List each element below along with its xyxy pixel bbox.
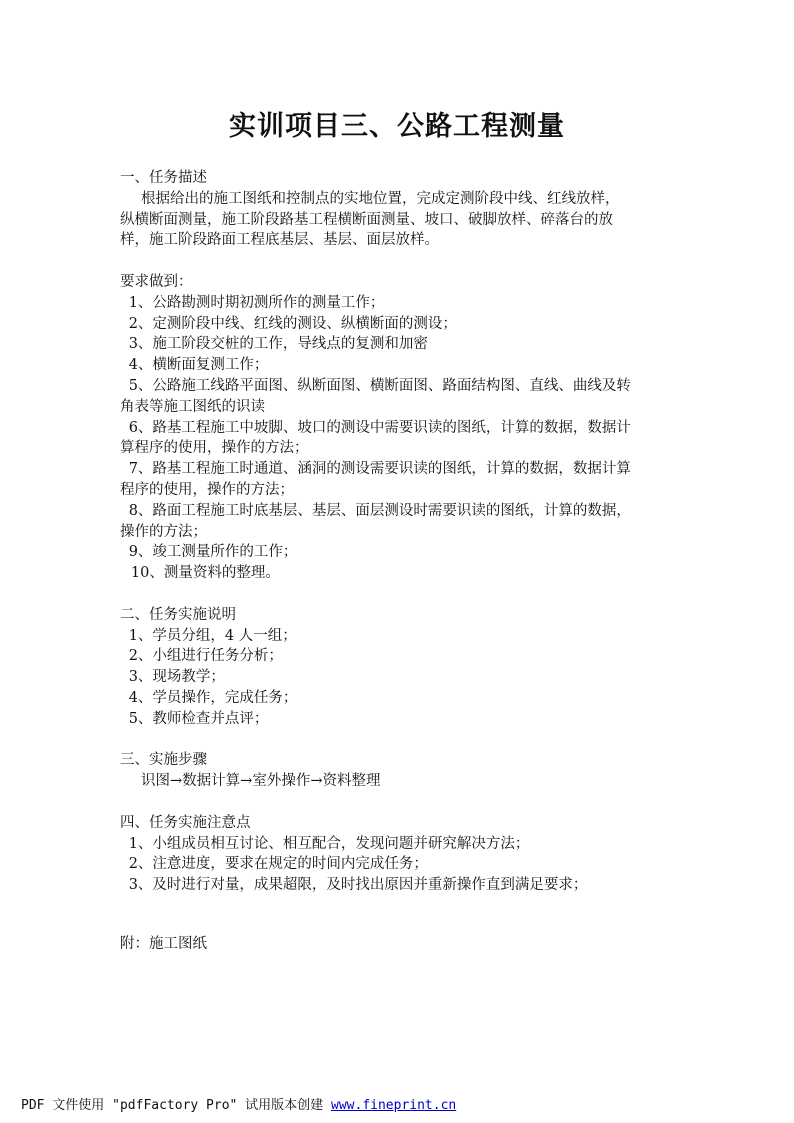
- appendix-label: 附：施工图纸: [120, 935, 207, 952]
- requirement-item-6-cont: 算程序的使用，操作的方法；: [120, 440, 309, 457]
- implementation-item-5: 5、教师检查并点评；: [128, 710, 269, 727]
- section-precautions: [120, 813, 676, 896]
- section-heading-task-description: 一、任务描述: [120, 170, 207, 186]
- footer-text: PDF 文件使用 "pdfFactory Pro" 试用版本创建: [21, 1098, 332, 1113]
- document-body: [120, 168, 676, 955]
- section-implementation-notes: [120, 605, 676, 730]
- task-description-line-3: 样，施工阶段路面工程底基层、基层、面层放样。: [120, 232, 439, 249]
- requirement-item-8: 8、路面工程施工时底基层、基层、面层测设时需要识读的图纸，计算的数据，: [128, 502, 631, 519]
- section-requirements: [120, 272, 676, 584]
- section-heading-steps: 三、实施步骤: [120, 752, 207, 769]
- page-title: 实训项目三、公路工程测量: [229, 111, 565, 142]
- task-description-line-1: 根据给出的施工图纸和控制点的实地位置，完成定测阶段中线、红线放样，: [141, 190, 620, 207]
- requirement-item-1: 1、公路勘测时期初测所作的测量工作；: [128, 294, 385, 311]
- section-heading-requirements: 要求做到：: [120, 273, 193, 290]
- implementation-item-4: 4、学员操作，完成任务；: [128, 689, 298, 706]
- requirement-item-2: 2、定测阶段中线、红线的测设、纵横断面的测设；: [128, 315, 457, 332]
- section-heading-precautions: 四、任务实施注意点: [120, 814, 251, 831]
- precaution-item-1: 1、小组成员相互讨论、相互配合，发现问题并研究解决方法；: [128, 835, 530, 852]
- implementation-item-2: 2、小组进行任务分析；: [128, 648, 283, 665]
- section-heading-implementation-notes: 二、任务实施说明: [120, 606, 236, 623]
- steps-flow: 识图→数据计算→室外操作→资料整理: [141, 773, 381, 790]
- pdf-footer: [21, 1094, 456, 1113]
- section-steps: [120, 750, 676, 792]
- requirement-item-3: 3、施工阶段交桩的工作，导线点的复测和加密: [128, 336, 428, 353]
- section-appendix: [120, 934, 676, 955]
- requirement-item-5-cont: 角表等施工图纸的识读: [120, 398, 265, 415]
- precaution-item-2: 2、注意进度，要求在规定的时间内完成任务；: [128, 856, 428, 873]
- implementation-item-3: 3、现场教学；: [128, 669, 225, 686]
- precaution-item-3: 3、及时进行对量，成果超限，及时找出原因并重新操作直到满足要求；: [128, 877, 588, 894]
- task-description-line-2: 纵横断面测量，施工阶段路基工程横断面测量、坡口、破脚放样、碎落台的放: [120, 211, 613, 228]
- requirement-item-9: 9、竣工测量所作的工作；: [128, 544, 298, 561]
- requirement-item-8-cont: 操作的方法；: [120, 523, 207, 540]
- requirement-item-7: 7、路基工程施工时通道、涵洞的测设需要识读的图纸，计算的数据，数据计算: [128, 461, 631, 478]
- requirement-item-7-cont: 程序的使用，操作的方法；: [120, 481, 294, 498]
- implementation-item-1: 1、学员分组，4 人一组；: [128, 627, 297, 644]
- section-task-description: [120, 168, 676, 251]
- requirement-item-4: 4、横断面复测工作；: [128, 357, 269, 374]
- requirement-item-6: 6、路基工程施工中坡脚、坡口的测设中需要识读的图纸，计算的数据，数据计: [128, 419, 631, 436]
- requirement-item-10: 10、测量资料的整理。: [130, 565, 280, 582]
- footer-link[interactable]: www.fineprint.cn: [331, 1098, 457, 1113]
- requirement-item-5: 5、公路施工线路平面图、纵断面图、横断面图、路面结构图、直线、曲线及转: [128, 377, 631, 394]
